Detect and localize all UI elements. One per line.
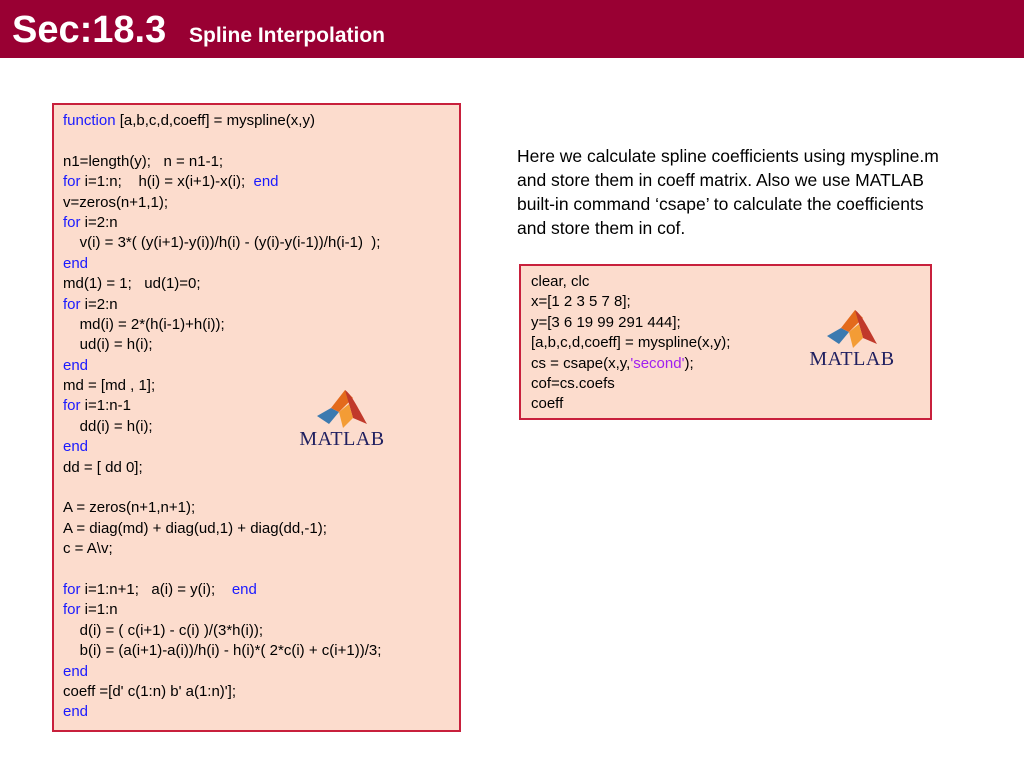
code-text: v(i) = 3*( (y(i+1)-y(i))/h(i) - (y(i)-y(i-1))/h(i-1) ); (63, 234, 381, 252)
code-line (63, 356, 381, 376)
code-keyword: for (63, 397, 81, 415)
code-keyword: end (63, 438, 89, 456)
code-line (531, 354, 730, 374)
code-text: [a,b,c,d,coeff] = myspline(x,y) (115, 112, 315, 129)
code-line (63, 172, 381, 192)
code-text: x=[1 2 3 5 7 8]; (531, 293, 631, 311)
code-text: i=1:n+1; a(i) = y(i); (80, 580, 232, 598)
code-text: clear, clc (531, 273, 590, 290)
matlab-logo-icon (825, 308, 879, 352)
matlab-logo (297, 388, 387, 452)
code-text: coeff =[d' c(1:n) b' a(1:n)']; (63, 682, 236, 700)
code-keyword: end (231, 580, 257, 598)
code-keyword: for (63, 173, 81, 191)
section-title: Spline Interpolation (189, 24, 386, 47)
code-line (63, 621, 381, 641)
code-text: dd = [ dd 0]; (63, 458, 143, 476)
matlab-logo-small (807, 308, 897, 372)
code-text: i=2:n (80, 295, 118, 313)
code-text: [a,b,c,d,coeff] = myspline(x,y); (531, 334, 731, 352)
code-keyword: function (63, 112, 116, 129)
code-keyword: end (63, 356, 89, 374)
code-keyword: for (63, 580, 81, 598)
code-line (63, 274, 381, 294)
code-text: i=1:n-1 (80, 397, 131, 415)
code-keyword: for (63, 601, 81, 619)
matlab-logo-text: MATLAB (809, 348, 895, 370)
code-line (63, 111, 381, 131)
title-bar (0, 0, 1024, 58)
script-code-box (519, 264, 932, 420)
code-text: i=2:n (80, 213, 118, 231)
code-line (531, 333, 730, 353)
section-number: Sec:18.3 (12, 9, 167, 51)
code-line (63, 702, 381, 722)
code-line (63, 131, 381, 151)
code-line (63, 560, 381, 580)
code-text: i=1:n (80, 601, 118, 619)
code-text: v=zeros(n+1,1); (63, 193, 169, 211)
code-text: ); (684, 354, 694, 372)
code-text: i=1:n; h(i) = x(i+1)-x(i); (80, 173, 254, 191)
code-line (63, 213, 381, 233)
code-text: coeff (531, 395, 564, 413)
code-keyword: end (63, 254, 89, 272)
code-line (63, 539, 381, 559)
code-line (63, 315, 381, 335)
myspline-code-box (52, 103, 461, 732)
matlab-logo-text: MATLAB (299, 428, 385, 450)
code-line (63, 641, 381, 661)
code-text: A = zeros(n+1,n+1); (63, 499, 196, 517)
code-line (63, 600, 381, 620)
code-text: d(i) = ( c(i+1) - c(i) )/(3*h(i)); (63, 621, 264, 639)
code-line (63, 254, 381, 274)
code-line (63, 498, 381, 518)
code-text: md(1) = 1; ud(1)=0; (63, 275, 201, 293)
code-text: cof=cs.coefs (531, 374, 615, 392)
code-text: b(i) = (a(i+1)-a(i))/h(i) - h(i)*( 2*c(i) + c(i+1))/3; (63, 642, 382, 660)
code-text: A = diag(md) + diag(ud,1) + diag(dd,-1); (63, 519, 327, 537)
code-line (63, 335, 381, 355)
code-line (63, 478, 381, 498)
code-line (531, 374, 730, 394)
code-line (531, 272, 730, 292)
code-text: y=[3 6 19 99 291 444]; (531, 313, 681, 331)
description-text: Here we calculate spline coefficients using myspline.m and store them in coeff matrix. Also we use MATLAB built-in command ‘csape’ to calculate the coefficients and store them in cof. (517, 146, 939, 238)
code-text: cs = csape(x,y, (531, 354, 631, 372)
code-line (63, 233, 381, 253)
code-text: md = [md , 1]; (63, 377, 156, 395)
code-line (63, 580, 381, 600)
script-code (531, 272, 730, 415)
code-line (531, 313, 730, 333)
matlab-logo-icon (315, 388, 369, 432)
code-text: n1=length(y); n = n1-1; (63, 152, 224, 170)
code-text: ud(i) = h(i); (63, 336, 153, 354)
code-line (531, 292, 730, 312)
code-line (63, 458, 381, 478)
code-line (63, 519, 381, 539)
code-keyword: end (63, 703, 89, 721)
code-line (63, 682, 381, 702)
code-keyword: for (63, 295, 81, 313)
code-line (63, 152, 381, 172)
code-keyword: end (253, 173, 279, 191)
code-text: c = A\v; (63, 540, 113, 558)
code-keyword: for (63, 213, 81, 231)
code-text: md(i) = 2*(h(i-1)+h(i)); (63, 315, 225, 333)
code-line (63, 662, 381, 682)
code-text: dd(i) = h(i); (63, 417, 153, 435)
code-line (63, 193, 381, 213)
code-keyword: end (63, 662, 89, 680)
code-line (63, 295, 381, 315)
code-line (531, 394, 730, 414)
code-string: 'second' (630, 354, 685, 372)
